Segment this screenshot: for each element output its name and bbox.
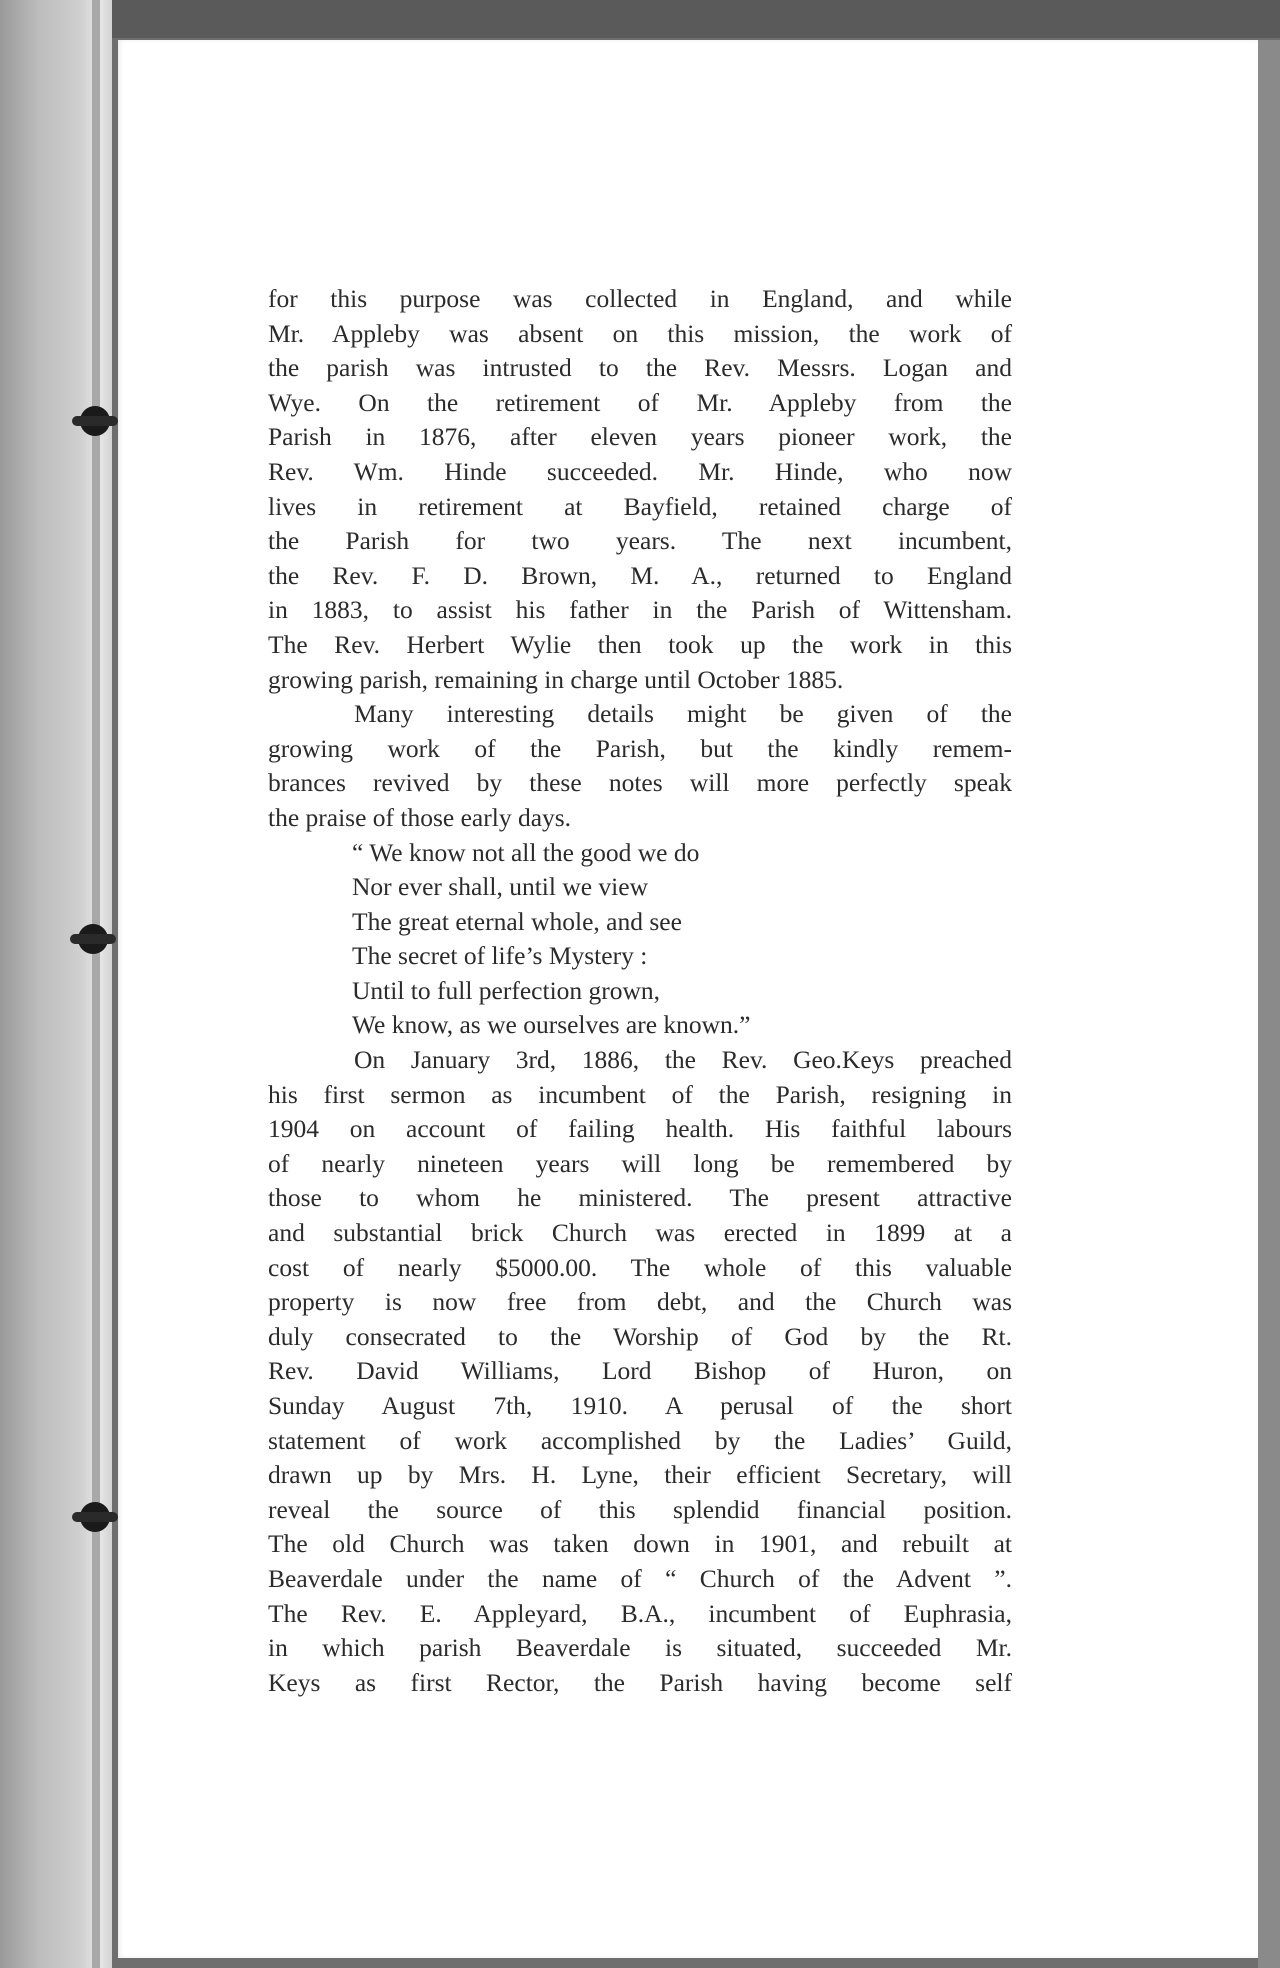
text-line: lives in retirement at Bayfield, retained charge of — [268, 491, 1012, 521]
text-line: the parish was intrusted to the Rev. Messrs. Logan and — [268, 353, 1012, 383]
text-line: in which parish Beaverdale is situated, succeeded Mr. — [268, 1633, 1012, 1663]
text-line: of nearly nineteen years will long be remembered by — [268, 1148, 1012, 1178]
scan-right-border — [1258, 40, 1280, 1968]
text-line: cost of nearly $5000.00. The whole of this valuable — [268, 1252, 1012, 1282]
text-line: Keys as first Rector, the Parish having become self — [268, 1667, 1012, 1697]
text-line: On January 3rd, 1886, the Rev. Geo.Keys preached — [354, 1045, 1012, 1075]
verse-line: The great eternal whole, and see — [352, 906, 682, 936]
text-line: for this purpose was collected in England, and while — [268, 284, 1012, 313]
text-line: property is now free from debt, and the Church was — [268, 1287, 1012, 1317]
text-line: those to whom he ministered. The present attractive — [268, 1183, 1012, 1213]
text-line: Rev. Wm. Hinde succeeded. Mr. Hinde, who now — [268, 456, 1012, 486]
text-line: reveal the source of this splendid financial position. — [268, 1494, 1012, 1524]
text-line: drawn up by Mrs. H. Lyne, their efficient Secretary, will — [268, 1460, 1012, 1490]
spine-shadow — [92, 0, 100, 1968]
binding-thread-hole — [78, 924, 108, 954]
verse-line: “ We know not all the good we do — [352, 837, 700, 867]
text-line: Sunday August 7th, 1910. A perusal of the short — [268, 1391, 1012, 1420]
text-line: 1904 on account of failing health. His faithful labours — [268, 1114, 1012, 1144]
verse-line: We know, as we ourselves are known.” — [352, 1010, 751, 1040]
page-text — [268, 282, 1012, 1700]
text-line: the Parish for two years. The next incumbent, — [268, 526, 1012, 556]
text-line: Many interesting details might be given of the — [354, 699, 1012, 729]
text-line: the praise of those early days. — [268, 802, 572, 832]
text-line: Rev. David Williams, Lord Bishop of Huron, on — [268, 1356, 1012, 1386]
binding-thread-hole — [80, 1502, 110, 1532]
text-line: the Rev. F. D. Brown, M. A., returned to England — [268, 560, 1012, 590]
verse-line: Nor ever shall, until we view — [352, 872, 649, 902]
binding-thread-hole — [80, 406, 110, 436]
text-line: The Rev. E. Appleyard, B.A., incumbent of Euphrasia, — [268, 1598, 1012, 1628]
text-line: Parish in 1876, after eleven years pioneer work, the — [268, 422, 1012, 452]
text-line: in 1883, to assist his father in the Parish of Wittensham. — [268, 595, 1012, 625]
verse-line: Until to full perfection grown, — [352, 975, 661, 1005]
text-line: Mr. Appleby was absent on this mission, the work of — [268, 318, 1012, 348]
text-line: duly consecrated to the Worship of God by the Rt. — [268, 1321, 1012, 1351]
text-line: growing work of the Parish, but the kindly remem- — [268, 733, 1012, 763]
text-line: Wye. On the retirement of Mr. Appleby from the — [268, 387, 1012, 417]
scan-top-border — [0, 0, 1280, 38]
text-line: growing parish, remaining in charge until October 1885. — [268, 664, 844, 694]
text-line: brances revived by these notes will more perfectly speak — [268, 768, 1012, 798]
text-line: Beaverdale under the name of “ Church of the Advent ”. — [268, 1563, 1012, 1593]
text-line: his first sermon as incumbent of the Parish, resigning in — [268, 1079, 1012, 1109]
text-line: statement of work accomplished by the Ladies’ Guild, — [268, 1425, 1012, 1455]
text-line: The Rev. Herbert Wylie then took up the work in this — [268, 629, 1012, 659]
text-line: The old Church was taken down in 1901, and rebuilt at — [268, 1529, 1012, 1559]
text-line: and substantial brick Church was erected in 1899 at a — [268, 1218, 1012, 1248]
verse-line: The secret of life’s Mystery : — [352, 941, 648, 971]
